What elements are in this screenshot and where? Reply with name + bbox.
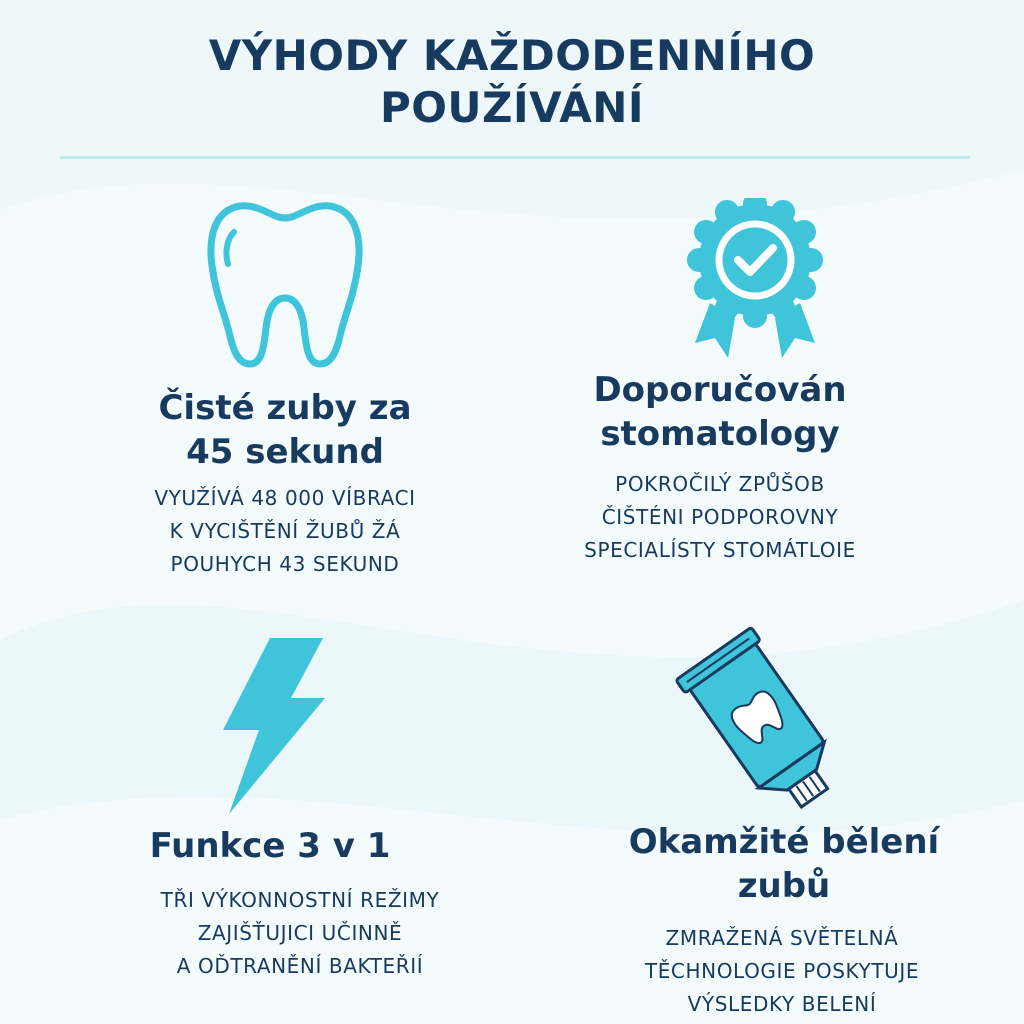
- toothpaste-tube-icon: [660, 625, 860, 815]
- feature-desc-whitening: ZMRAŽENÁ SVĚTELNÁ TĚCHNOLOGIE POSKYTUJE VÝSLEDKY BELENÍ: [644, 926, 920, 1016]
- feature-heading-3in1: Funkce 3 v 1: [149, 826, 391, 866]
- feature-desc-3in1: TŘI VÝKONNOSTNÍ REŽIMY ZAJIŠŤUJICI UČINNĚ A OĎTRANĚNÍ BAKTEŘIÍ: [160, 888, 440, 978]
- tooth-outline-icon: [200, 196, 370, 376]
- title-divider: [60, 156, 970, 159]
- feature-desc-recommended: POKROČILÝ ZPŮŠOB ČIŠTÉNI PODPOROVNY SPECIALÍSTY STOMÁTLOIE: [584, 472, 856, 562]
- feature-heading-whitening: Okamžité bělení zubů: [628, 822, 940, 906]
- feature-heading-clean-teeth: Čisté zuby za 45 sekund: [158, 388, 412, 472]
- page-title: VÝHODY KAŽDODENNÍHO POUŽÍVÁNÍ: [208, 31, 816, 132]
- feature-heading-recommended: Doporučován stomatology: [593, 370, 847, 454]
- lightning-bolt-icon: [215, 636, 330, 816]
- feature-desc-clean-teeth: VYUŽÍVÁ 48 000 VÍBRACI K VYCIŠTĚNÍ ŽUBŮ ŽÁ POUHYCH 43 SEKUND: [154, 486, 416, 576]
- award-badge-check-icon: [680, 198, 830, 368]
